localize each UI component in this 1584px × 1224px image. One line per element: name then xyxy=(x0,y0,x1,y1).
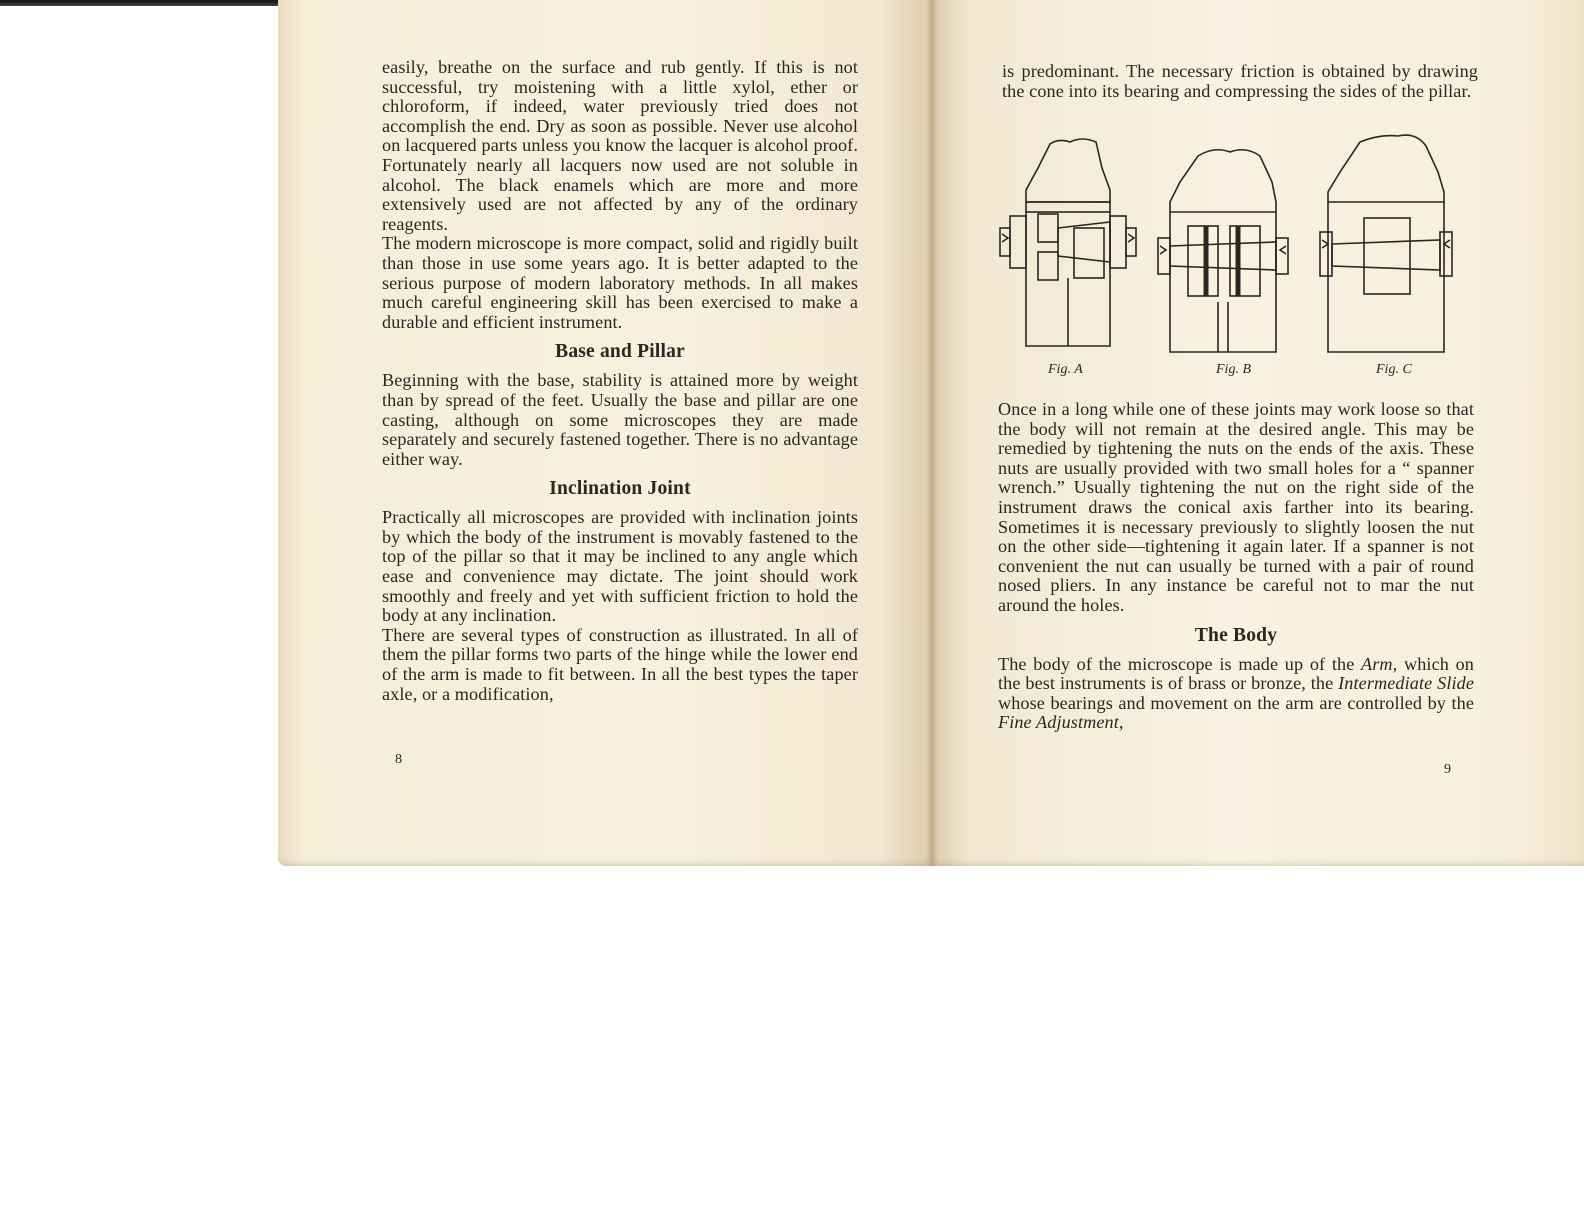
fig-a-diagram xyxy=(1000,139,1136,346)
body-text-2: which on the best instruments is of brass or bronze, the xyxy=(998,653,1474,694)
page-number-left: 8 xyxy=(395,752,402,767)
book-spread xyxy=(278,0,1584,866)
paragraph-modern-microscope: The modern microscope is more compact, solid and rigidly built than those in use some years ago. It is better adapted to the serious purpose of modern laboratory methods. In all makes much careful engineering skill has been exercised to make a durable and efficient instrument. xyxy=(382,233,858,332)
paragraph-body xyxy=(998,655,1474,733)
term-fine-adjustment: Fine Adjustment, xyxy=(998,712,1124,733)
inclination-joint-figures xyxy=(998,128,1478,388)
paragraph-base: Beginning with the base, stability is attained more by weight than by spread of the feet. Usually the base and pillar are one casting, although on some microscopes they are made separately and securely fastened together. There is no advantage either way. xyxy=(382,370,858,469)
fig-a-caption: Fig. A xyxy=(1048,362,1083,377)
paragraph-loose-joints: Once in a long while one of these joints may work loose so that the body will not remain at the desired angle. This may be remedied by tightening the nuts on the ends of the axis. These nuts are usually provided with two small holes for a “ spanner wrench.” Usually tightening the nut on the right side of the instrument draws the conical axis farther into its bearing. Sometimes it is necessary previously to slightly loosen the nut on the other side—tightening it again later. If a spanner is not convenient the nut can usually be turned with a pair of round nosed pliers. In any instance be careful not to mar the nut around the holes. xyxy=(998,399,1474,615)
body-text-1: The body of the microscope is made up of the xyxy=(998,653,1362,674)
scan-edge xyxy=(0,0,300,6)
paragraph-predominant: is predominant. The necessary friction is obtained by drawing the cone into its bearing and compressing the sides of the pillar. xyxy=(1002,61,1478,101)
book-gutter xyxy=(926,0,938,866)
body-text-3: whose bearings and movement on the arm are controlled by the xyxy=(998,692,1474,713)
fig-b-diagram xyxy=(1158,150,1288,352)
heading-the-body: The Body xyxy=(1194,624,1278,646)
fig-b-caption: Fig. B xyxy=(1216,362,1251,377)
page-number-right: 9 xyxy=(1444,762,1451,777)
heading-inclination-joint: Inclination Joint xyxy=(549,478,691,500)
heading-base-and-pillar: Base and Pillar xyxy=(555,341,685,363)
fig-c-diagram xyxy=(1320,135,1452,352)
term-intermediate-slide: Intermediate Slide xyxy=(1338,673,1474,694)
term-arm: Arm, xyxy=(1361,653,1398,674)
right-page-main-text xyxy=(998,400,1474,733)
joint-diagrams xyxy=(998,128,1478,360)
left-page-text xyxy=(382,58,858,704)
paragraph-cleaning: easily, breathe on the surface and rub gently. If this is not successful, try moistening with a little xylol, ether or chloroform, if indeed, water previously tried does not accomplish the end. Dry as soon as possible. Never use alcohol on lacquered parts unless you know the lacquer is alcohol proof. Fortunately nearly all lacquers now used are not soluble in alcohol. The black enamels which are more and more extensively used are not affected by any of the ordinary reagents. xyxy=(382,57,858,234)
right-page-top-text xyxy=(1002,62,1478,101)
fig-c-caption: Fig. C xyxy=(1376,362,1412,377)
paragraph-construction: There are several types of construction as illustrated. In all of them the pillar forms two parts of the hinge while the lower end of the arm is made to fit between. In all the best types the taper axle, or a modification, xyxy=(382,624,858,704)
paragraph-inclination: Practically all microscopes are provided with inclination joints by which the body of the instrument is movably fastened to the top of the pillar so that it may be inclined to any angle which ease and convenience may dictate. The joint should work smoothly and freely and yet with sufficient friction to hold the body at any inclination. xyxy=(382,507,858,626)
